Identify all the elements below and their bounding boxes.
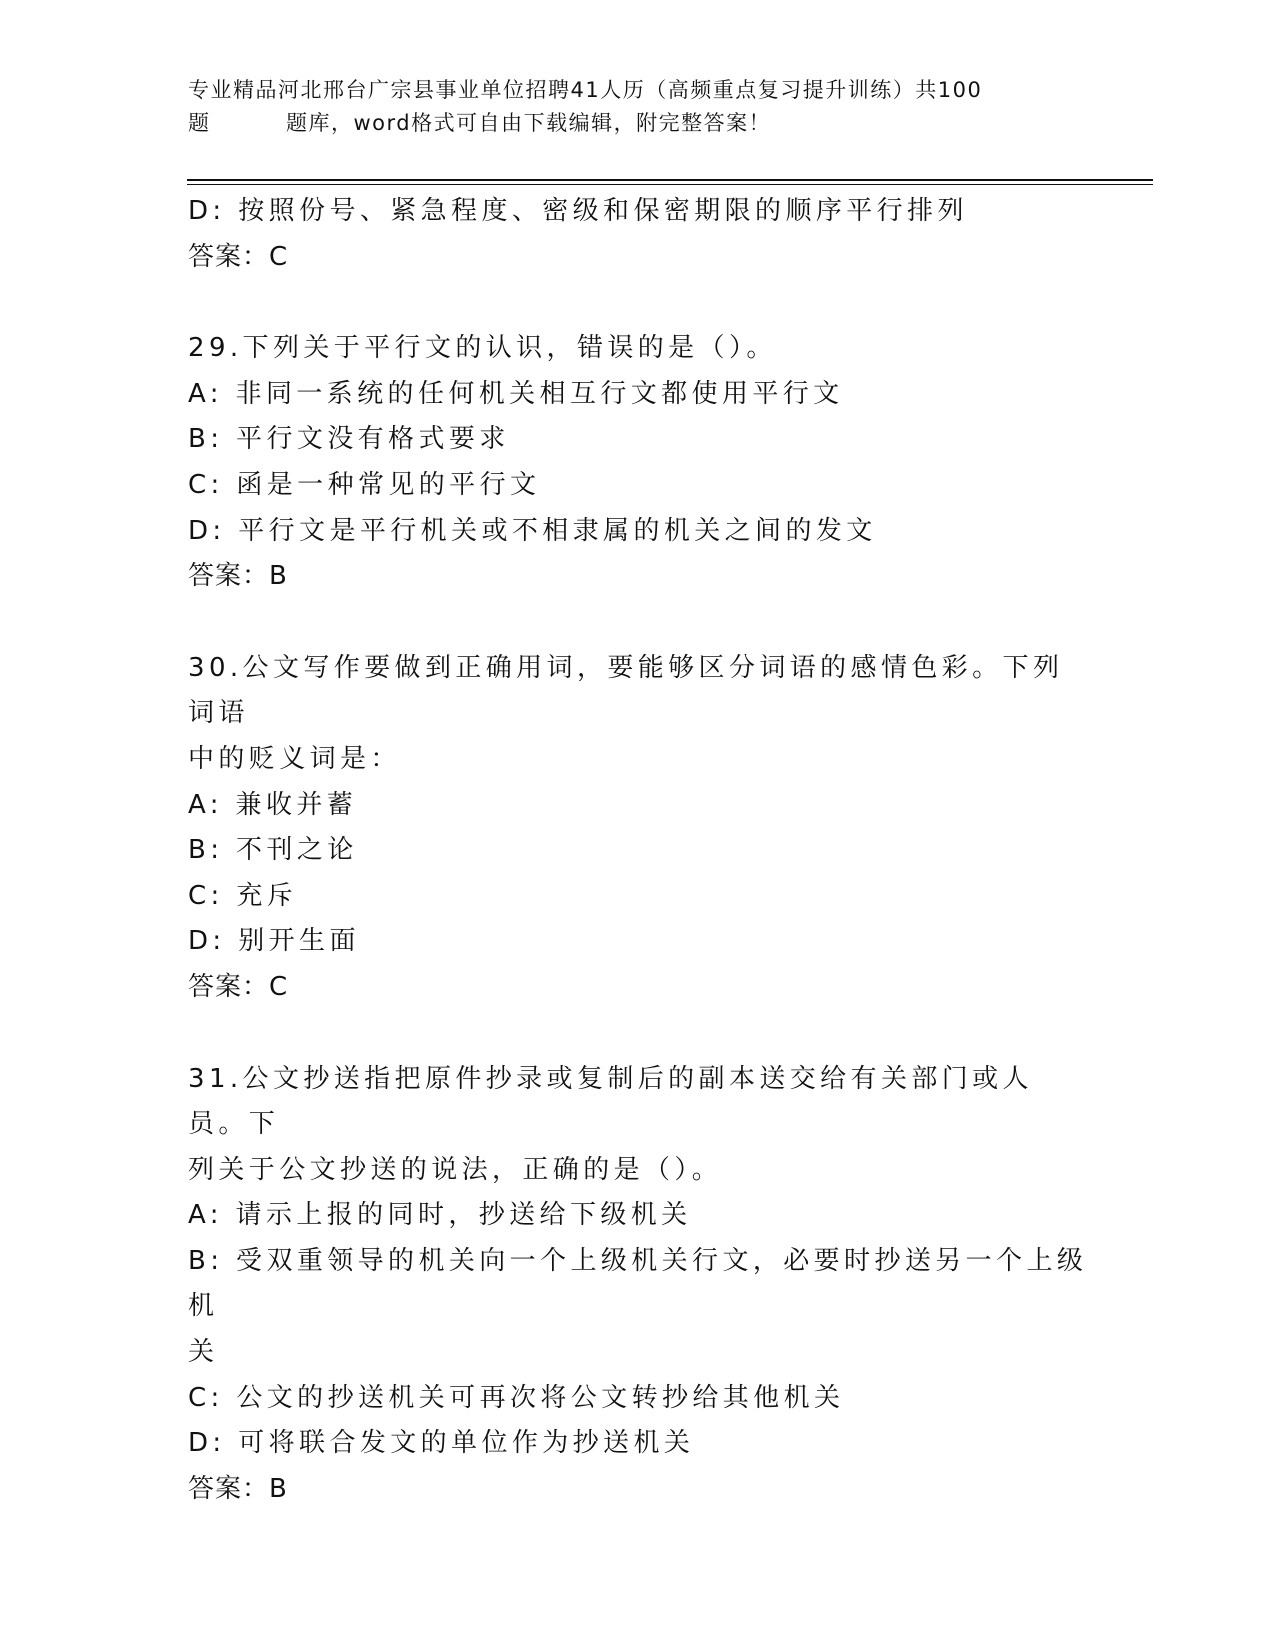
answer: 答案：C bbox=[188, 971, 289, 1002]
option-d: D: 别开生面 bbox=[188, 926, 360, 957]
question-29 bbox=[188, 326, 1088, 600]
prev-option-d: D: 按照份号、紧急程度、密级和保密期限的顺序平行排列 bbox=[188, 196, 968, 226]
header-title-line2-right: 题库，word格式可自由下载编辑，附完整答案！ bbox=[286, 111, 772, 135]
option-b: B: 不刊之论 bbox=[188, 835, 358, 866]
spacer bbox=[188, 1011, 1088, 1057]
option-d: D: 平行文是平行机关或不相隶属的机关之间的发文 bbox=[188, 515, 877, 546]
question-stem-cont: 中的贬义词是： bbox=[188, 743, 401, 774]
question-stem: 29.下列关于平行文的认识，错误的是（）。 bbox=[188, 333, 777, 364]
option-a: A: 兼收并蓄 bbox=[188, 789, 358, 820]
option-a: A: 非同一系统的任何机关相互行文都使用平行文 bbox=[188, 378, 844, 409]
header-rule-thick bbox=[187, 179, 1153, 181]
option-c: C: 函是一种常见的平行文 bbox=[188, 469, 541, 500]
question-stem-cont: 列关于公文抄送的说法，正确的是（）。 bbox=[188, 1154, 723, 1185]
option-b: B: 受双重领导的机关向一个上级机关行文，必要时抄送另一个上级机 bbox=[188, 1245, 1088, 1322]
spacer bbox=[188, 280, 1088, 326]
option-c: C: 公文的抄送机关可再次将公文转抄给其他机关 bbox=[188, 1382, 845, 1413]
header-rule-thin bbox=[187, 184, 1153, 185]
header-title-line2 bbox=[188, 107, 1088, 140]
option-b: B: 平行文没有格式要求 bbox=[188, 424, 510, 455]
question-30 bbox=[188, 646, 1088, 1011]
option-c: C: 充斥 bbox=[188, 880, 298, 911]
document-body bbox=[188, 189, 1088, 1512]
question-stem: 30.公文写作要做到正确用词，要能够区分词语的感情色彩。下列词语 bbox=[188, 652, 1064, 729]
header-title-line2-left: 题 bbox=[188, 111, 211, 135]
question-31 bbox=[188, 1057, 1088, 1513]
document-header bbox=[188, 74, 1088, 140]
answer: 答案：B bbox=[188, 561, 288, 592]
header-title-line1: 专业精品河北邢台广宗县事业单位招聘41人历（高频重点复习提升训练）共100 bbox=[188, 78, 983, 102]
answer: 答案：B bbox=[188, 1473, 288, 1504]
option-d: D: 可将联合发文的单位作为抄送机关 bbox=[188, 1428, 695, 1459]
spacer bbox=[188, 600, 1088, 646]
option-b-cont: 关 bbox=[188, 1337, 219, 1368]
option-a: A: 请示上报的同时，抄送给下级机关 bbox=[188, 1200, 692, 1231]
prev-answer: 答案：C bbox=[188, 241, 289, 272]
question-stem: 31.公文抄送指把原件抄录或复制后的副本送交给有关部门或人员。下 bbox=[188, 1063, 1033, 1140]
